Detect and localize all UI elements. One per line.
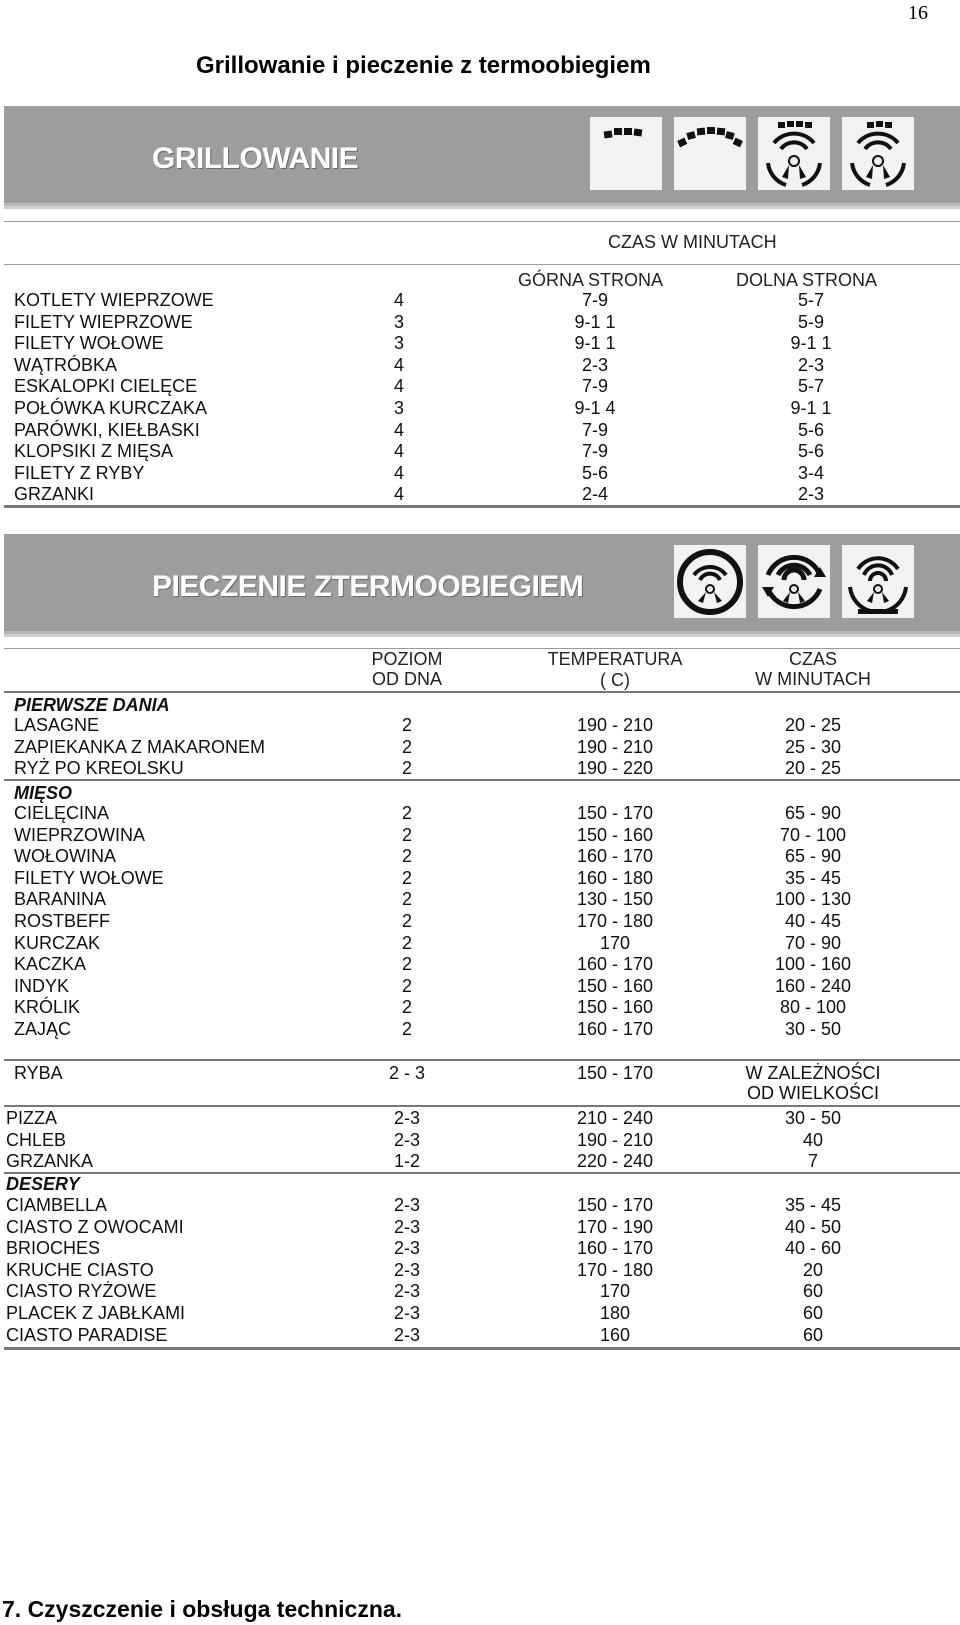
bake-title: PIECZENIE ZTERMOOBIEGIEM: [152, 570, 584, 603]
dish-name: WIEPRZOWINA: [14, 824, 145, 845]
shelf-level: 2: [401, 932, 412, 953]
dish-name: CIELĘCINA: [14, 803, 110, 823]
grill-title: GRILLOWANIE: [152, 142, 359, 175]
shelf-level: 1-2: [393, 1151, 420, 1172]
fish-name: RYBA: [14, 1063, 63, 1083]
dish-name: BRIOCHES: [6, 1238, 101, 1259]
dish-name: LASAGNE: [14, 715, 100, 735]
fan-rotating-icon: [758, 545, 830, 618]
bread-rule: [4, 1172, 960, 1174]
temperature: 190 - 210: [576, 715, 654, 735]
time-top-side: 9-1 1: [574, 333, 616, 354]
time-bottom-side: 5-6: [797, 419, 824, 440]
bake-header-time-1: CZAS: [788, 649, 837, 669]
shelf-level: 4: [393, 441, 404, 462]
time-bottom-side: 5-7: [797, 290, 824, 310]
cook-time: 100 - 160: [774, 954, 852, 975]
temperature: 190 - 210: [576, 1129, 654, 1150]
shelf-level: 4: [393, 462, 404, 483]
dish-name: INDYK: [14, 975, 70, 996]
time-bottom-side: 5-7: [797, 376, 824, 397]
shelf-level: 4: [393, 290, 404, 310]
shelf-level: 4: [393, 354, 404, 375]
time-bottom-side: 9-1 1: [790, 398, 832, 418]
temperature: 160 - 170: [576, 1019, 654, 1039]
footer-section-title: 7. Czyszczenie i obsługa techniczna.: [2, 1596, 403, 1622]
temperature: 150 - 160: [576, 824, 654, 845]
shelf-level: 2: [401, 803, 412, 823]
cook-time: 20: [802, 1259, 824, 1280]
temperature: 160: [599, 1324, 631, 1345]
fan-ring-icon: [674, 545, 746, 618]
grill-header-time: CZAS W MINUTACH: [608, 232, 777, 252]
temperature: 210 - 240: [576, 1108, 654, 1128]
cook-time: 100 - 130: [774, 889, 852, 910]
temperature: 220 - 240: [576, 1151, 654, 1172]
desserts-heading: DESERY: [6, 1174, 80, 1194]
time-bottom-side: 9-1 1: [790, 333, 832, 354]
bake-header-temp-2: ( C): [600, 670, 630, 690]
page-title: Grillowanie i pieczenie z termoobiegiem: [196, 52, 651, 79]
dish-name: FILETY WOŁOWE: [14, 867, 164, 888]
time-top-side: 7-9: [581, 441, 608, 462]
shelf-level: 2-3: [393, 1303, 420, 1323]
dish-name: CIASTO PARADISE: [6, 1324, 168, 1345]
temperature: 170 - 190: [576, 1216, 654, 1237]
time-bottom-side: 2-3: [797, 354, 824, 375]
dish-name: PARÓWKI, KIEŁBASKI: [14, 419, 200, 440]
shelf-level: 3: [393, 398, 404, 418]
shelf-level: 4: [393, 419, 404, 440]
grill-fan-small-icon: [842, 117, 914, 190]
shelf-level: 2: [401, 867, 412, 888]
bake-header-level-1: POZIOM: [371, 649, 443, 669]
cook-time: 40 - 50: [784, 1216, 842, 1237]
dish-name: KURCZAK: [14, 932, 101, 953]
meat-heading: MIĘSO: [14, 783, 73, 803]
fish-time-1: W ZALEŻNOŚCI: [745, 1063, 881, 1083]
dish-name: KRÓLIK: [14, 997, 81, 1018]
temperature: 150 - 160: [576, 997, 654, 1018]
shelf-level: 2: [401, 1019, 412, 1039]
bake-header-rule: [4, 691, 960, 693]
shelf-level: 2-3: [393, 1216, 420, 1237]
grill-top-rule: [4, 221, 960, 222]
shelf-level: 2: [401, 736, 412, 757]
page-number: 16: [908, 2, 928, 24]
time-top-side: 7-9: [581, 376, 608, 397]
dish-name: ESKALOPKI CIELĘCE: [14, 376, 198, 397]
temperature: 170: [599, 932, 631, 953]
shelf-level: 2-3: [393, 1129, 420, 1150]
dish-name: GRZANKA: [6, 1151, 94, 1172]
shelf-level: 3: [393, 333, 404, 354]
dish-name: KLOPSIKI Z MIĘSA: [14, 441, 174, 462]
shelf-level: 3: [393, 311, 404, 332]
temperature: 130 - 150: [576, 889, 654, 910]
bake-header-time-2: W MINUTACH: [755, 669, 871, 689]
cook-time: 20 - 25: [784, 715, 842, 735]
temperature: 150 - 170: [576, 1195, 654, 1215]
bake-header-level-2: OD DNA: [371, 669, 442, 689]
time-top-side: 9-1 4: [574, 398, 616, 418]
dish-name: RYŻ PO KREOLSKU: [14, 758, 184, 779]
temperature: 190 - 220: [576, 758, 654, 779]
temperature: 150 - 160: [576, 975, 654, 996]
bake-header-temp-1: TEMPERATURA: [547, 649, 683, 669]
time-top-side: 2-4: [581, 484, 608, 505]
cook-time: 40: [802, 1129, 824, 1150]
fish-temp: 150 - 170: [576, 1063, 654, 1083]
cook-time: 30 - 50: [784, 1019, 842, 1039]
temperature: 160 - 170: [576, 1238, 654, 1259]
time-bottom-side: 5-9: [797, 311, 824, 332]
cook-time: 40 - 60: [784, 1238, 842, 1259]
temperature: 160 - 180: [576, 867, 654, 888]
grill-top-element-icon: [590, 117, 662, 190]
shelf-level: 2: [401, 911, 412, 931]
dish-name: WĄTRÓBKA: [14, 354, 118, 375]
fish-level: 2 - 3: [388, 1063, 426, 1083]
shelf-level: 2: [401, 715, 412, 735]
shelf-level: 2: [401, 954, 412, 975]
cook-time: 30 - 50: [784, 1108, 842, 1128]
time-top-side: 9-1 1: [574, 311, 616, 332]
cook-time: 35 - 45: [784, 867, 842, 888]
dish-name: CHLEB: [6, 1129, 67, 1150]
cook-time: 65 - 90: [784, 803, 842, 823]
fish-rule: [4, 1105, 960, 1107]
time-bottom-side: 3-4: [797, 462, 824, 483]
cook-time: 7: [807, 1151, 818, 1172]
shelf-level: 2-3: [393, 1324, 420, 1345]
grill-wide-element-icon: [674, 117, 746, 190]
cook-time: 35 - 45: [784, 1195, 842, 1215]
cook-time: 160 - 240: [774, 975, 852, 996]
first-courses-heading: PIERWSZE DANIA: [14, 695, 170, 715]
dish-name: BARANINA: [14, 889, 107, 910]
cook-time: 60: [802, 1303, 824, 1323]
grill-header-top: GÓRNA STRONA: [518, 270, 664, 290]
dish-name: KOTLETY WIEPRZOWE: [14, 290, 214, 310]
shelf-level: 4: [393, 484, 404, 505]
bake-banner: [4, 534, 960, 637]
grill-banner: [4, 106, 960, 209]
shelf-level: 4: [393, 376, 404, 397]
shelf-level: 2: [401, 889, 412, 910]
meat-rule: [4, 1059, 960, 1061]
temperature: 160 - 170: [576, 846, 654, 867]
shelf-level: 2: [401, 824, 412, 845]
desserts-bottom-rule: [4, 1347, 960, 1350]
first-courses-rule: [4, 779, 960, 781]
dish-name: FILETY WOŁOWE: [14, 333, 164, 354]
temperature: 180: [599, 1303, 631, 1323]
shelf-level: 2-3: [393, 1259, 420, 1280]
dish-name: KACZKA: [14, 954, 87, 975]
shelf-level: 2-3: [393, 1238, 420, 1259]
cook-time: 70 - 90: [784, 932, 842, 953]
dish-name: WOŁOWINA: [14, 846, 116, 867]
cook-time: 20 - 25: [784, 758, 842, 779]
shelf-level: 2-3: [393, 1281, 420, 1302]
dish-name: GRZANKI: [14, 484, 95, 505]
dish-name: ROSTBEFF: [14, 911, 111, 931]
dish-name: KRUCHE CIASTO: [6, 1259, 154, 1280]
fish-time-2: OD WIELKOŚCI: [746, 1083, 880, 1103]
dish-name: FILETY Z RYBY: [14, 462, 145, 483]
dish-name: PLACEK Z JABŁKAMI: [6, 1303, 186, 1323]
temperature: 160 - 170: [576, 954, 654, 975]
temperature: 170 - 180: [576, 911, 654, 931]
dish-name: CIASTO RYŻOWE: [6, 1281, 157, 1302]
dish-name: ZAJĄC: [14, 1019, 72, 1039]
time-top-side: 2-3: [581, 354, 608, 375]
temperature: 150 - 170: [576, 803, 654, 823]
time-top-side: 7-9: [581, 419, 608, 440]
dish-name: CIAMBELLA: [6, 1195, 108, 1215]
shelf-level: 2-3: [393, 1108, 420, 1128]
shelf-level: 2: [401, 997, 412, 1018]
shelf-level: 2: [401, 975, 412, 996]
fan-bottom-icon: [842, 545, 914, 618]
dish-name: PIZZA: [6, 1108, 58, 1128]
grill-bottom-rule: [4, 505, 960, 508]
cook-time: 70 - 100: [779, 824, 847, 845]
shelf-level: 2-3: [393, 1195, 420, 1215]
temperature: 170 - 180: [576, 1259, 654, 1280]
dish-name: ZAPIEKANKA Z MAKARONEM: [14, 736, 266, 757]
shelf-level: 2: [401, 846, 412, 867]
temperature: 170: [599, 1281, 631, 1302]
time-top-side: 7-9: [581, 290, 608, 310]
time-bottom-side: 2-3: [797, 484, 824, 505]
cook-time: 25 - 30: [784, 736, 842, 757]
grill-fan-icon: [758, 117, 830, 190]
shelf-level: 2: [401, 758, 412, 779]
time-bottom-side: 5-6: [797, 441, 824, 462]
cook-time: 40 - 45: [784, 911, 842, 931]
grill-header-rule: [4, 264, 960, 265]
temperature: 190 - 210: [576, 736, 654, 757]
cook-time: 65 - 90: [784, 846, 842, 867]
dish-name: CIASTO Z OWOCAMI: [6, 1216, 184, 1237]
time-top-side: 5-6: [581, 462, 608, 483]
dish-name: POŁÓWKA KURCZAKA: [14, 398, 208, 418]
cook-time: 60: [802, 1324, 824, 1345]
cook-time: 80 - 100: [779, 997, 847, 1018]
dish-name: FILETY WIEPRZOWE: [14, 311, 193, 332]
grill-header-bottom: DOLNA STRONA: [736, 270, 878, 290]
cook-time: 60: [802, 1281, 824, 1302]
